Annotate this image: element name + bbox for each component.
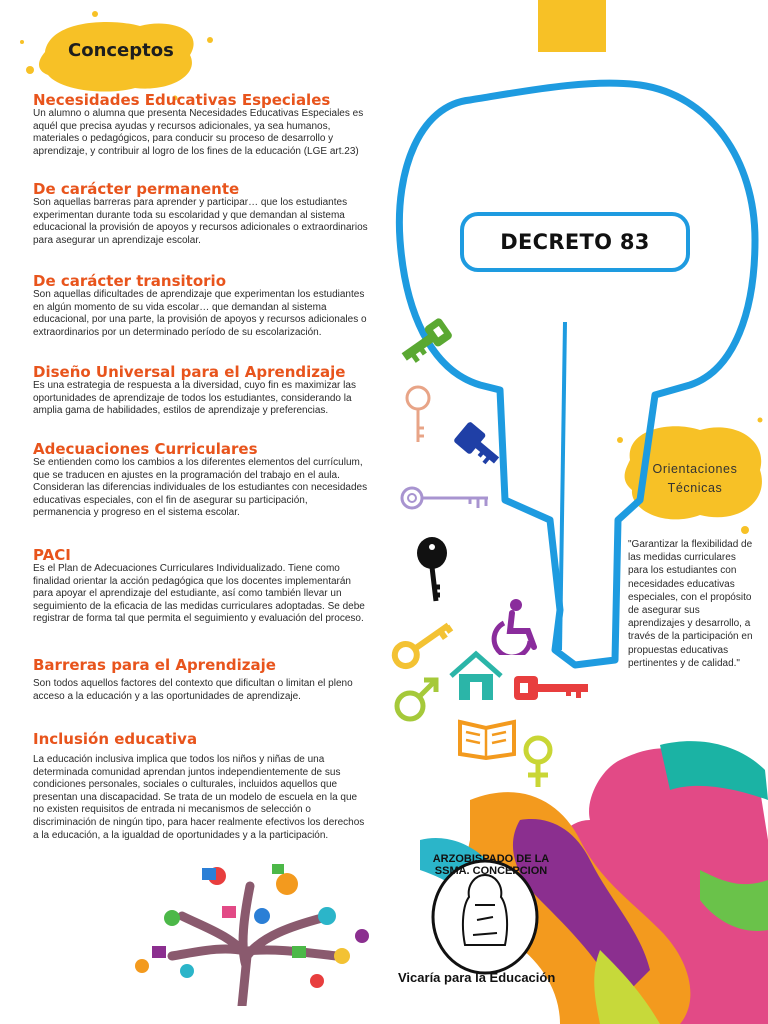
concept-body-transitorio: Son aquellas dificultades de aprendizaje que experimentan los estudiantes en algún momento de su vida escolar… que demandan al sistema educacional, por una parte, la provisión de apoyos y recursos adicionales o extraordinarios por un determinado período de su escolarización. bbox=[33, 289, 367, 338]
house-icon bbox=[447, 650, 505, 702]
conceptos-heading: Conceptos bbox=[68, 40, 174, 61]
seal-caption: Vicaría para la Educación bbox=[398, 970, 556, 985]
key-shaft-line bbox=[560, 322, 565, 650]
concept-title-paci: PACI bbox=[33, 546, 71, 564]
concept-title-barreras: Barreras para el Aprendizaje bbox=[33, 656, 276, 674]
concept-title-permanente: De carácter permanente bbox=[33, 180, 240, 198]
male-symbol-icon bbox=[392, 676, 442, 724]
peach-key-icon bbox=[400, 384, 436, 446]
concept-body-barreras: Son todos aquellos factores del contexto que dificultan o limitan el pleno acceso a la educación y a las oportunidades de aprendizaje. bbox=[33, 678, 353, 702]
book-icon bbox=[456, 712, 518, 760]
concept-title-transitorio: De carácter transitorio bbox=[33, 272, 226, 290]
concept-title-nee: Necesidades Educativas Especiales bbox=[33, 91, 331, 109]
seal-ring-text: ARZOBISPADO DE LA SSMA. CONCEPCION bbox=[432, 853, 550, 877]
tech-tree-icon bbox=[122, 856, 382, 1006]
green-key-icon bbox=[396, 318, 454, 368]
decreto-label-box bbox=[460, 212, 690, 272]
concept-body-paci: Es el Plan de Adecuaciones Curriculares Individualizado. Tiene como finalidad orientar la acción pedagógica que los docentes implementarán para apoyar el aprendizaje del estudiante, así como también llevar un seguimiento de la eficacia de las medidas curriculares adoptadas. Se debe registrar de forma tal que permita el seguimiento y evaluación del proceso. bbox=[33, 563, 365, 625]
top-yellow-bar bbox=[538, 0, 606, 52]
red-key-icon bbox=[512, 670, 592, 706]
female-symbol-icon bbox=[520, 735, 556, 789]
concept-title-inclusion: Inclusión educativa bbox=[33, 730, 198, 748]
orientaciones-title: Orientaciones Técnicas bbox=[652, 462, 738, 495]
concept-body-permanente: Son aquellas barreras para aprender y participar… que los estudiantes experimentan durante toda su escolaridad y que demandan al sistema educacional la provisión de apoyos y recursos adicionales o extraordinarios para asegurar un aprendizaje escolar. bbox=[33, 197, 368, 246]
concept-body-dua: Es una estrategia de respuesta a la diversidad, cuyo fin es maximizar las oportunidades de aprendizaje de todos los estudiantes, considerando la amplia gama de habilidades, estilos de aprendizaje y preferencias. bbox=[33, 380, 356, 417]
blue-key-icon bbox=[450, 420, 504, 476]
concept-body-nee: Un alumno o alumna que presenta Necesidades Educativas Especiales es aquél que precisa ayudas y recursos adicionales, ya sea humanos, materiales o pedagógicos, para conducir su proceso de desarrollo y aprendizaje, y contribuir al logro de los fines de la educación (LGE art.23) bbox=[33, 108, 364, 157]
decreto-label: DECRETO 83 bbox=[500, 230, 650, 254]
wheelchair-icon bbox=[490, 597, 546, 655]
concept-title-adecuaciones: Adecuaciones Curriculares bbox=[33, 440, 258, 458]
ornate-key-icon bbox=[398, 484, 494, 512]
concept-title-dua: Diseño Universal para el Aprendizaje bbox=[33, 363, 346, 381]
concept-body-adecuaciones: Se entienden como los cambios a los diferentes elementos del currículum, que se traducen en ajustes en la programación del trabajo en el aula. Consideran las diferencias individuales de los estudiantes con necesidades educativas especiales, con el fin de asegurar su participación, permanencia y progreso en el sistema escolar. bbox=[33, 457, 368, 519]
black-key-icon bbox=[412, 535, 454, 605]
orientaciones-quote: "Garantizar la flexibilidad de las medidas curriculares para los estudiantes con necesidades educativas especiales, con el propósito de asegurar sus aprendizajes y desarrollo, a través de la participación en propuestas educativas pertinentes y de calidad." bbox=[628, 539, 753, 669]
concept-body-inclusion: La educación inclusiva implica que todos los niños y niñas de una determinada comunidad aprendan juntos independientemente de sus condiciones personales, sociales o culturales, incluidos aquellos que presentan una discapacidad. Se trata de un modelo de escuela en la que no existen requisitos de entrada ni mecanismos de selección o discriminación de ningún tipo, para hacer realmente efectivos los derechos a la educación, a la igualdad de oportunidades y a la participación. bbox=[33, 754, 365, 841]
